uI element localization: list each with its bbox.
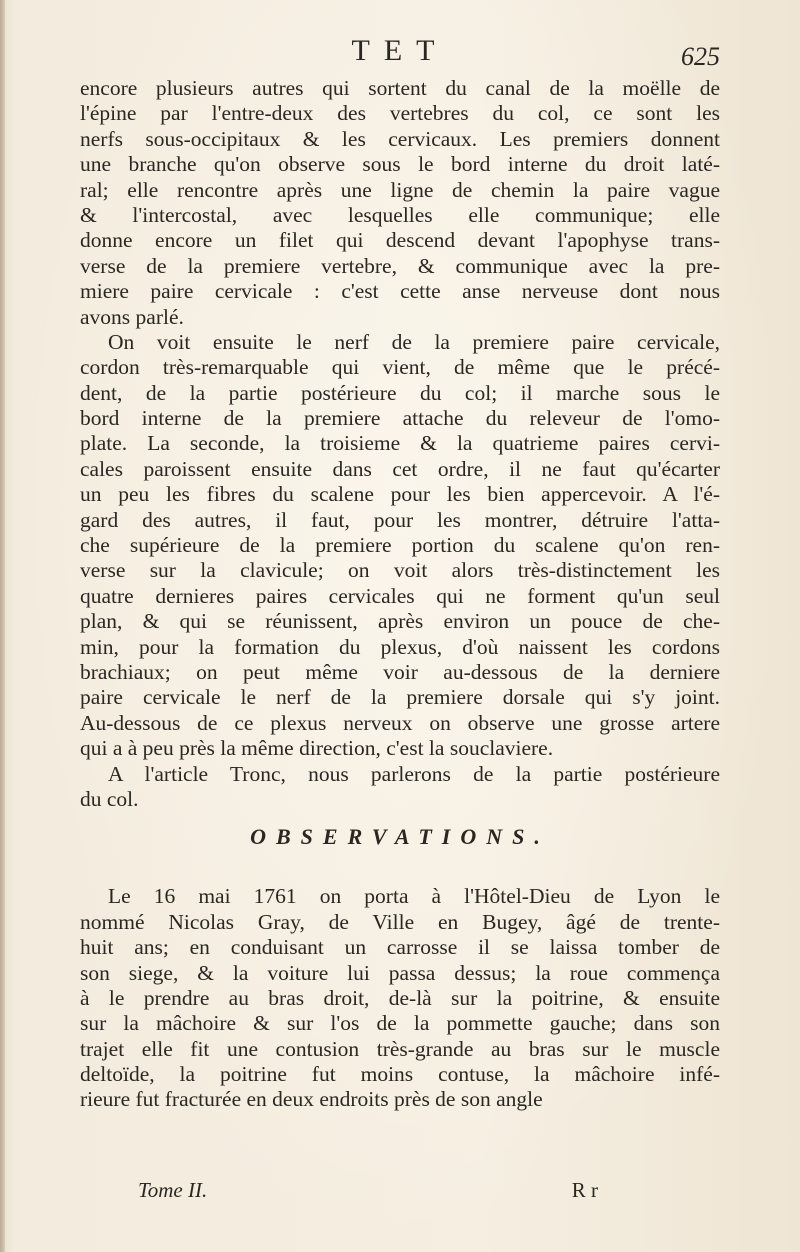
text-line: deltoïde, la poitrine fut moins contuse, la mâchoire infé- bbox=[80, 1062, 720, 1087]
text-line: huit ans; en conduisant un carrosse il se laissa tomber de bbox=[80, 935, 720, 960]
text-line: cordon très-remarquable qui vient, de même que le précé- bbox=[80, 355, 720, 380]
body-text bbox=[80, 76, 720, 1113]
text-line: & l'intercostal, avec lesquelles elle communique; elle bbox=[80, 202, 720, 227]
text-line: ral; elle rencontre après une ligne de chemin la paire vague bbox=[80, 177, 720, 202]
text-line: rieure fut fracturée en deux endroits près de son angle bbox=[80, 1087, 543, 1112]
volume-label: Tome II. bbox=[138, 1178, 208, 1202]
text-line: gard des autres, il faut, pour les montrer, détruire l'atta- bbox=[80, 507, 720, 532]
text-line: che supérieure de la premiere portion du scalene qu'on ren- bbox=[80, 533, 720, 558]
paragraph bbox=[80, 76, 720, 330]
text-line: verse sur la clavicule; on voit alors très-distinctement les bbox=[80, 558, 720, 583]
text-line: plan, & qui se réunissent, après environ un pouce de che- bbox=[80, 609, 720, 634]
text-line: trajet elle fit une contusion très-grande au bras sur le muscle bbox=[80, 1036, 720, 1061]
signature-mark: R r bbox=[571, 1178, 598, 1202]
text-line: plate. La seconde, la troisieme & la quatrieme paires cervi- bbox=[80, 431, 720, 456]
text-line: paire cervicale le nerf de la premiere dorsale qui s'y joint. bbox=[80, 685, 720, 710]
text-line: qui a à peu près la même direction, c'est la souclaviere. bbox=[80, 736, 554, 761]
text-line: min, pour la formation du plexus, d'où naissent les cordons bbox=[80, 634, 720, 659]
section-heading: OBSERVATIONS. bbox=[250, 824, 550, 850]
page-footer bbox=[138, 1178, 598, 1208]
text-line: une branche qu'on observe sous le bord interne du droit laté- bbox=[80, 152, 720, 177]
text-line: nommé Nicolas Gray, de Ville en Bugey, âgé de trente- bbox=[80, 909, 720, 934]
text-line: verse de la premiere vertebre, & communique avec la pre- bbox=[80, 253, 720, 278]
text-line: donne encore un filet qui descend devant l'apophyse trans- bbox=[80, 228, 720, 253]
text-line: quatre dernieres paires cervicales qui ne forment qu'un seul bbox=[80, 583, 720, 608]
binding-edge bbox=[0, 0, 5, 1252]
text-line: Au-dessous de ce plexus nerveux on observe une grosse artere bbox=[80, 710, 720, 735]
paragraph bbox=[80, 330, 720, 762]
text-line: encore plusieurs autres qui sortent du canal de la moëlle de bbox=[80, 76, 720, 100]
running-head bbox=[80, 34, 720, 74]
text-line: miere paire cervicale : c'est cette anse nerveuse dont nous bbox=[80, 279, 720, 304]
text-line: dent, de la partie postérieure du col; il marche sous le bbox=[80, 380, 720, 405]
paragraph bbox=[80, 762, 720, 813]
running-title: TET bbox=[351, 34, 449, 67]
text-line: sur la mâchoire & sur l'os de la pommette gauche; dans son bbox=[80, 1011, 720, 1036]
text-line: cales paroissent ensuite dans cet ordre, il ne faut qu'écarter bbox=[80, 456, 720, 481]
text-line: son siege, & la voiture lui passa dessus; la roue commença bbox=[80, 960, 720, 985]
text-line: nerfs sous-occipitaux & les cervicaux. Les premiers donnent bbox=[80, 126, 720, 151]
text-line: On voit ensuite le nerf de la premiere paire cervicale, bbox=[108, 329, 720, 354]
page-number: 625 bbox=[681, 42, 720, 71]
text-line: un peu les fibres du scalene pour les bien appercevoir. A l'é- bbox=[80, 482, 720, 507]
text-line: brachiaux; on peut même voir au-dessous de la derniere bbox=[80, 659, 720, 684]
text-line: du col. bbox=[80, 786, 139, 811]
text-line: à le prendre au bras droit, de-là sur la poitrine, & ensuite bbox=[80, 985, 720, 1010]
text-line: l'épine par l'entre-deux des vertebres du col, ce sont les bbox=[80, 101, 720, 126]
spacer bbox=[80, 862, 720, 884]
text-line: bord interne de la premiere attache du releveur de l'omo- bbox=[80, 406, 720, 431]
observation-paragraph bbox=[80, 884, 720, 1113]
text-line: A l'article Tronc, nous parlerons de la partie postérieure bbox=[108, 761, 720, 786]
text-line: avons parlé. bbox=[80, 304, 184, 329]
text-line: Le 16 mai 1761 on porta à l'Hôtel-Dieu de Lyon le bbox=[108, 884, 720, 909]
